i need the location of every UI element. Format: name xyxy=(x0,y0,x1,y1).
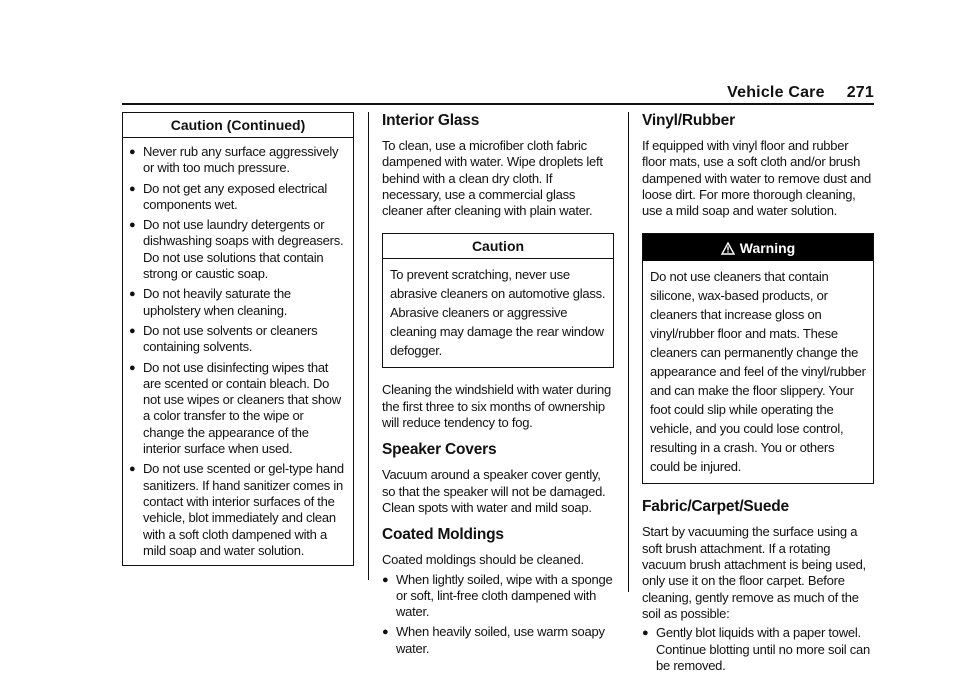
list-item: ● Do not use laundry detergents or dishwashing soaps with degreasers. Do not use solutions that contain strong or caustic soap. xyxy=(129,217,344,282)
fabric-heading: Fabric/Carpet/Suede xyxy=(642,498,789,516)
interior-glass-text: To clean, use a microfiber cloth fabric dampened with water. Wipe droplets left behind with a clean dry cloth. If necessary, use a commercial glass cleaner after cleaning with plain water. xyxy=(382,138,603,219)
list-item: ● Gently blot liquids with a paper towel. Continue blotting until no more soil can be removed. xyxy=(642,625,871,673)
list-item: ● Do not get any exposed electrical components wet. xyxy=(129,180,327,212)
bullet-icon: ● xyxy=(129,463,136,476)
interior-glass-heading: Interior Glass xyxy=(382,112,480,129)
list-item: ● Do not use scented or gel-type hand sanitizers. If hand sanitizer comes in contact with interior surfaces of the vehicle, blot immediately and clean with a soft cloth dampened with a mild soap and water solution. xyxy=(129,461,344,558)
caution-title: Caution (Continued) xyxy=(123,117,353,138)
caution-box xyxy=(382,233,614,368)
page-number: 271 xyxy=(846,84,874,101)
caution-title: Caution xyxy=(383,234,613,259)
bullet-icon: ● xyxy=(129,361,136,374)
list-item: ● Do not use solvents or cleaners containing solvents. xyxy=(129,322,318,355)
list-item: ● Never rub any surface aggressively or with too much pressure. xyxy=(129,144,339,176)
page-header xyxy=(727,84,874,102)
vinyl-rubber-text: If equipped with vinyl floor and rubber floor mats, use a soft cloth and/or brush dampened with water to remove dust and loose dirt. For more thorough cleaning, use a mild soap and water solution. xyxy=(642,138,871,219)
coated-moldings-heading: Coated Moldings xyxy=(382,526,504,544)
warning-icon xyxy=(721,242,735,255)
caution-continued-box xyxy=(122,112,354,566)
warning-text: Do not use cleaners that contain silicone, wax-based products, or cleaners that increase gloss on vinyl/rubber floor and mats. These cleaners can permanently change the appearance and feel of the vinyl/rubber and can make the floor slippery. Your foot could slip while operating the vehicle, and you could lose control, resulting in a crash. You or others could be injured. xyxy=(650,269,866,475)
fabric-list xyxy=(642,625,874,674)
windshield-text: Cleaning the windshield with water during the first three to six months of ownership will reduce tendency to fog. xyxy=(382,382,611,431)
header-rule xyxy=(122,103,874,105)
speaker-covers-text: Vacuum around a speaker cover gently, so that the speaker will not be damaged. Clean spots with water and mild soap. xyxy=(382,467,606,515)
bullet-icon: ● xyxy=(129,219,136,232)
coated-moldings-text: Coated moldings should be cleaned. xyxy=(382,552,584,568)
fabric-text: Start by vacuuming the surface using a soft brush attachment. If a rotating vacuum brush attachment is being used, only use it on the floor carpet. Before cleaning, gently remove as much of the soil as possible: xyxy=(642,524,866,621)
bullet-icon: ● xyxy=(129,146,136,158)
list-item: ● When lightly soiled, wipe with a sponge or soft, lint-free cloth dampened with water. xyxy=(382,571,613,620)
warning-box xyxy=(642,233,874,484)
column-right xyxy=(642,112,874,678)
coated-moldings-list xyxy=(382,572,614,657)
bullet-icon: ● xyxy=(129,324,136,337)
list-item: ● Do not heavily saturate the upholstery when cleaning. xyxy=(129,286,291,318)
vinyl-rubber-heading: Vinyl/Rubber xyxy=(642,112,735,129)
column-middle xyxy=(382,112,614,661)
section-title: Vehicle Care xyxy=(727,84,825,101)
column-divider xyxy=(628,112,629,592)
caution-text: To prevent scratching, never use abrasive cleaners on automotive glass. Abrasive cleaners or aggressive cleaning may damage the rear window defogger. xyxy=(390,267,606,359)
column-left xyxy=(122,112,354,566)
warning-title: Warning xyxy=(739,240,796,257)
list-item: ● Do not use disinfecting wipes that are scented or contain bleach. Do not use wipes or cleaners that show a color transfer to the wipe or change the appearance of the interior surface when used. xyxy=(129,359,341,457)
bullet-icon: ● xyxy=(642,627,649,640)
column-divider xyxy=(368,112,369,580)
bullet-icon: ● xyxy=(129,288,136,301)
caution-list xyxy=(129,144,347,559)
bullet-icon: ● xyxy=(382,573,389,586)
bullet-icon: ● xyxy=(129,182,136,195)
speaker-covers-heading: Speaker Covers xyxy=(382,441,497,459)
list-item: ● When heavily soiled, use warm soapy water. xyxy=(382,624,605,656)
bullet-icon: ● xyxy=(382,626,389,639)
warning-header xyxy=(643,234,873,261)
